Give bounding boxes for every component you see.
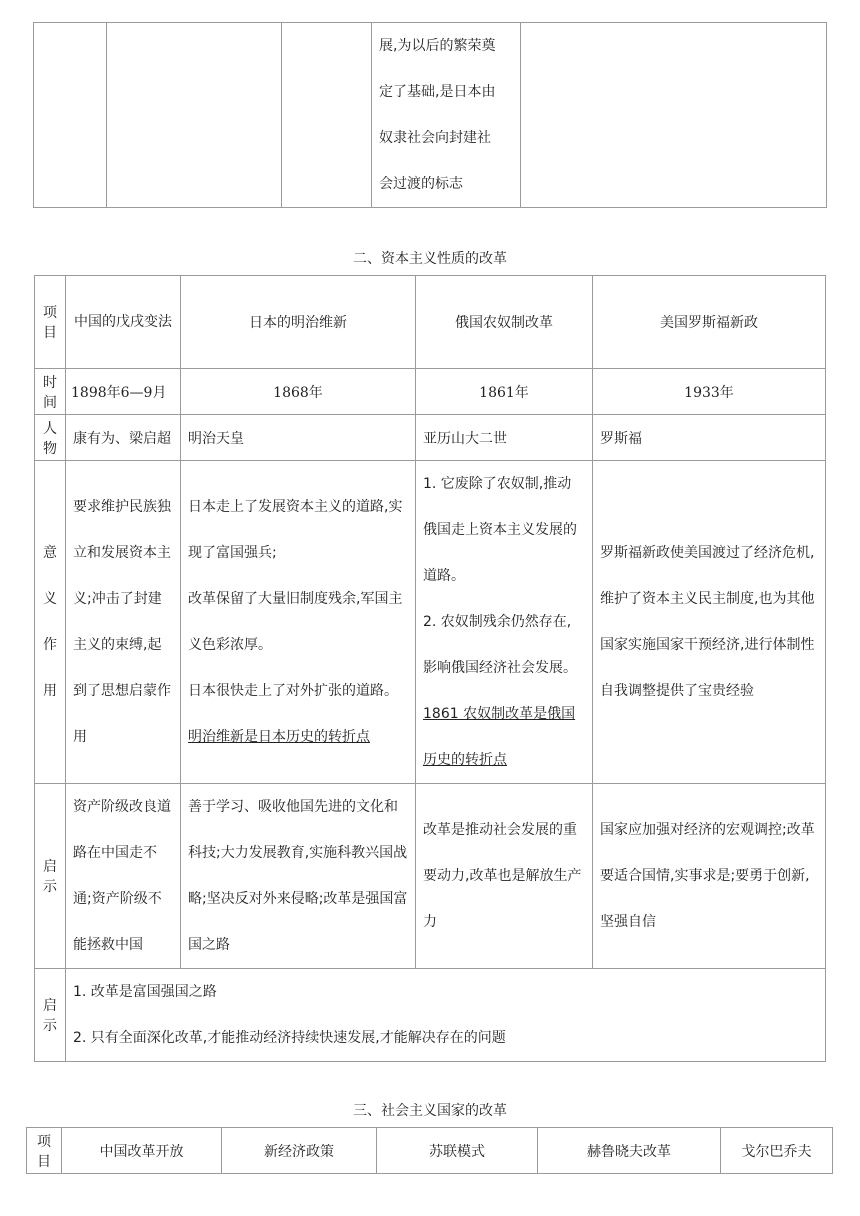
row-label-lesson: 启示	[35, 784, 66, 969]
row-label-meaning	[35, 461, 66, 784]
meaning-japan-1: 日本走上了发展资本主义的道路,实现了富国强兵;	[188, 499, 403, 561]
person-russia: 亚历山大二世	[416, 415, 593, 461]
meaning-japan-4: 明治维新是日本历史的转折点	[188, 729, 370, 745]
meaning-japan-3: 日本很快走上了对外扩张的道路。	[188, 683, 398, 699]
meaning-russia-3: 1861 农奴制改革是俄国历史的转折点	[423, 706, 576, 768]
header-gorbachev: 戈尔巴乔夫	[721, 1128, 833, 1174]
person-usa: 罗斯福	[593, 415, 826, 461]
time-china: 1898年6—9月	[66, 369, 181, 415]
header-china: 中国的戊戌变法	[66, 276, 181, 369]
table-cell	[107, 23, 282, 208]
header-usa: 美国罗斯福新政	[593, 276, 826, 369]
table-socialist-reforms	[26, 1127, 833, 1174]
fragment-line: 定了基础,是日本由	[379, 84, 496, 100]
row-label-person: 人物	[35, 415, 66, 461]
header-japan: 日本的明治维新	[181, 276, 416, 369]
time-russia: 1861年	[416, 369, 593, 415]
header-nep: 新经济政策	[222, 1128, 377, 1174]
row-label-summary: 启示	[35, 969, 66, 1062]
table-cell	[372, 23, 521, 208]
meaning-russia-1: 1. 它废除了农奴制,推动俄国走上资本主义发展的道路。	[423, 476, 577, 584]
row-label-meaning-2: 作用	[43, 637, 57, 699]
time-usa: 1933年	[593, 369, 826, 415]
header-china-reform: 中国改革开放	[62, 1128, 222, 1174]
lesson-russia: 改革是推动社会发展的重要动力,改革也是解放生产力	[416, 784, 593, 969]
meaning-usa: 罗斯福新政使美国渡过了经济危机,维护了资本主义民主制度,也为其他国家实施国家干预经济,进行体制性自我调整提供了宝贵经验	[593, 461, 826, 784]
header-khrushchev: 赫鲁晓夫改革	[538, 1128, 721, 1174]
time-japan: 1868年	[181, 369, 416, 415]
header-russia: 俄国农奴制改革	[416, 276, 593, 369]
meaning-russia	[416, 461, 593, 784]
table-cell	[34, 23, 107, 208]
lesson-japan: 善于学习、吸收他国先进的文化和科技;大力发展教育,实施科教兴国战略;坚决反对外来侵略;改革是强国富国之路	[181, 784, 416, 969]
header-item: 项目	[27, 1128, 62, 1174]
row-label-meaning-1: 意义	[43, 545, 57, 607]
row-label-time: 时间	[35, 369, 66, 415]
summary-item-2: 2. 只有全面深化改革,才能推动经济持续快速发展,才能解决存在的问题	[73, 1030, 506, 1046]
section-title-capitalist-reforms: 二、资本主义性质的改革	[353, 251, 507, 267]
header-item: 项目	[35, 276, 66, 369]
fragment-line: 奴隶社会向封建社	[379, 130, 491, 146]
header-soviet-model: 苏联模式	[377, 1128, 538, 1174]
meaning-japan-2: 改革保留了大量旧制度残余,军国主义色彩浓厚。	[188, 591, 403, 653]
person-japan: 明治天皇	[181, 415, 416, 461]
summary-item-1: 1. 改革是富国强国之路	[73, 984, 217, 1000]
meaning-japan	[181, 461, 416, 784]
lesson-china: 资产阶级改良道路在中国走不通;资产阶级不能拯救中国	[66, 784, 181, 969]
fragment-line: 会过渡的标志	[379, 176, 463, 192]
section-title-socialist-reforms: 三、社会主义国家的改革	[353, 1103, 507, 1119]
table-section1-fragment	[33, 22, 827, 208]
meaning-russia-2: 2. 农奴制残余仍然存在,影响俄国经济社会发展。	[423, 614, 577, 676]
table-cell	[282, 23, 372, 208]
person-china: 康有为、梁启超	[66, 415, 181, 461]
summary-cell	[66, 969, 826, 1062]
fragment-line: 展,为以后的繁荣奠	[379, 38, 496, 54]
meaning-china: 要求维护民族独立和发展资本主义;冲击了封建主义的束缚,起到了思想启蒙作用	[66, 461, 181, 784]
lesson-usa: 国家应加强对经济的宏观调控;改革要适合国情,实事求是;要勇于创新,坚强自信	[593, 784, 826, 969]
table-capitalist-reforms	[34, 275, 826, 1062]
table-cell	[521, 23, 827, 208]
